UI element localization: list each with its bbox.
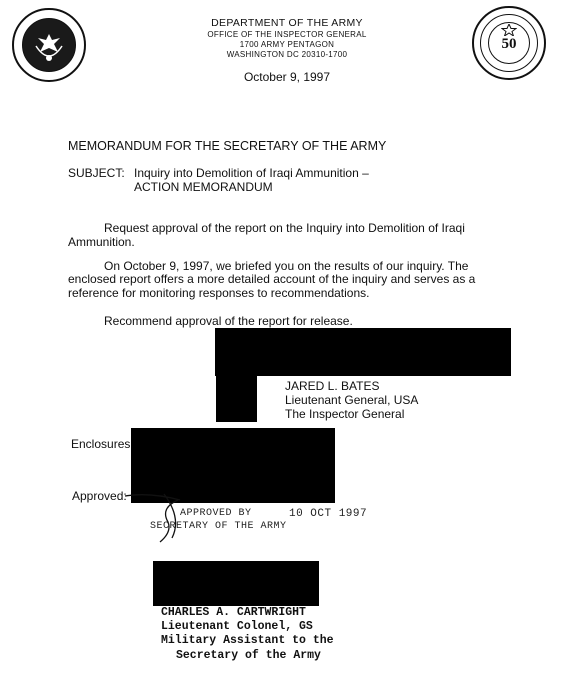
paragraph-3: Recommend approval of the report for release. <box>104 314 353 328</box>
org-name: DEPARTMENT OF THE ARMY <box>211 17 363 29</box>
enclosures-label: Enclosures <box>71 437 131 451</box>
signer-title: The Inspector General <box>285 407 405 421</box>
paragraph-1-line-1: Request approval of the report on the Inquiry into Demolition of Iraqi <box>104 221 465 235</box>
paragraph-2-line-1: On October 9, 1997, we briefed you on the results of our inquiry. The <box>104 259 469 273</box>
redaction-block <box>153 561 319 606</box>
org-office: OFFICE OF THE INSPECTOR GENERAL <box>207 30 367 39</box>
redaction-block <box>215 328 511 376</box>
assistant-title-line-1: Military Assistant to the <box>161 634 334 647</box>
subject-line-2: ACTION MEMORANDUM <box>134 180 273 194</box>
seal-number: 50 <box>501 36 517 52</box>
approval-stamp-line-2: SECRETARY OF THE ARMY <box>150 521 287 532</box>
anniversary-seal <box>472 6 546 80</box>
star-icon <box>501 24 517 36</box>
approval-stamp-date: 10 OCT 1997 <box>289 508 368 520</box>
redaction-block <box>131 428 335 473</box>
redaction-block <box>216 375 257 422</box>
assistant-title-line-2: Secretary of the Army <box>176 649 321 662</box>
subject-label: SUBJECT: <box>68 166 125 180</box>
memo-date: October 9, 1997 <box>243 70 331 84</box>
memo-addressee: MEMORANDUM FOR THE SECRETARY OF THE ARMY <box>68 139 387 153</box>
paragraph-1-line-2: Ammunition. <box>68 235 135 249</box>
paragraph-2-line-2: enclosed report offers a more detailed account of the inquiry and serves as a <box>68 272 476 286</box>
assistant-rank: Lieutenant Colonel, GS <box>161 620 313 633</box>
org-city: WASHINGTON DC 20310-1700 <box>226 50 348 59</box>
assistant-name: CHARLES A. CARTWRIGHT <box>161 606 306 619</box>
approval-stamp-line-1: APPROVED BY <box>180 508 252 519</box>
org-address: 1700 ARMY PENTAGON <box>239 40 335 49</box>
paragraph-2-line-3: reference for monitoring responses to recommendations. <box>68 286 370 300</box>
subject-line-1: Inquiry into Demolition of Iraqi Ammunition – <box>134 166 369 180</box>
approved-label: Approved: <box>72 489 127 503</box>
signer-rank: Lieutenant General, USA <box>285 393 419 407</box>
signer-name: JARED L. BATES <box>285 379 380 393</box>
